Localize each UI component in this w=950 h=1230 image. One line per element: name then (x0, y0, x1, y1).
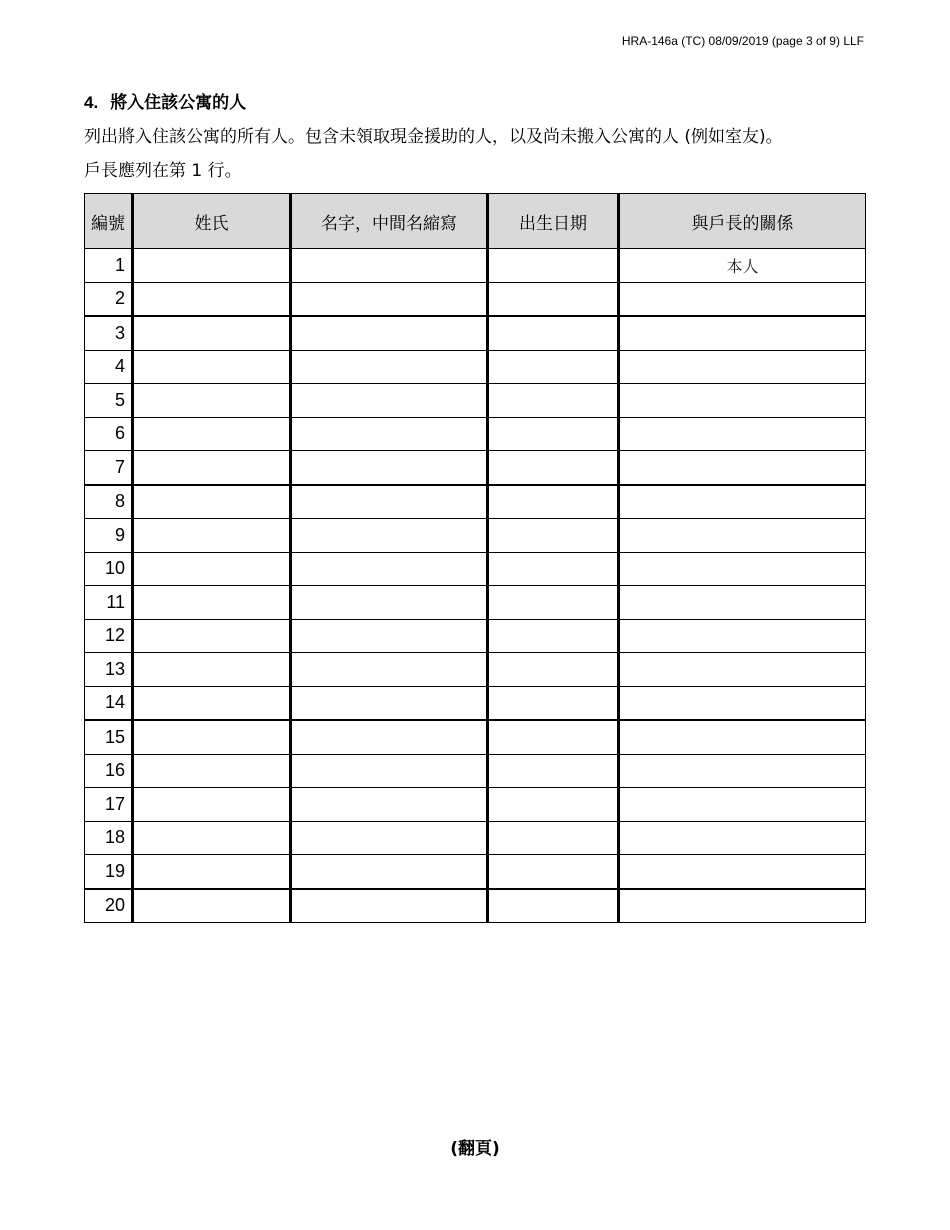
header-number: 編號 (85, 194, 133, 249)
row-number: 14 (85, 686, 133, 720)
row-number: 16 (85, 754, 133, 788)
relationship-cell[interactable] (619, 282, 866, 316)
birth-date-cell[interactable] (488, 282, 619, 316)
table-row (85, 282, 866, 316)
first-name-cell[interactable] (291, 316, 488, 350)
birth-date-cell[interactable] (488, 619, 619, 653)
row-number: 7 (85, 451, 133, 485)
header-last-name: 姓氏 (133, 194, 291, 249)
first-name-cell[interactable] (291, 855, 488, 889)
turn-page-label: (翻頁) (450, 1139, 500, 1159)
birth-date-cell[interactable] (488, 249, 619, 283)
last-name-cell[interactable] (133, 754, 291, 788)
first-name-cell[interactable] (291, 586, 488, 620)
first-name-cell[interactable] (291, 350, 488, 384)
relationship-cell[interactable] (619, 552, 866, 586)
row-number: 18 (85, 821, 133, 855)
relationship-cell[interactable] (619, 519, 866, 553)
section-number: 4. (84, 93, 99, 112)
first-name-cell[interactable] (291, 451, 488, 485)
row-number: 2 (85, 282, 133, 316)
table-row (85, 519, 866, 553)
relationship-cell[interactable] (619, 586, 866, 620)
last-name-cell[interactable] (133, 889, 291, 923)
row-number: 3 (85, 316, 133, 350)
row-number: 1 (85, 249, 133, 283)
last-name-cell[interactable] (133, 855, 291, 889)
relationship-cell[interactable] (619, 619, 866, 653)
table-row (85, 350, 866, 384)
first-name-cell[interactable] (291, 282, 488, 316)
first-name-cell[interactable] (291, 485, 488, 519)
table-row (85, 720, 866, 754)
row-number: 4 (85, 350, 133, 384)
last-name-cell[interactable] (133, 552, 291, 586)
last-name-cell[interactable] (133, 451, 291, 485)
relationship-cell[interactable] (619, 451, 866, 485)
relationship-cell[interactable] (619, 686, 866, 720)
relationship-cell[interactable] (619, 417, 866, 451)
row-number: 17 (85, 788, 133, 822)
birth-date-cell[interactable] (488, 316, 619, 350)
row-number: 6 (85, 417, 133, 451)
relationship-cell[interactable] (619, 788, 866, 822)
birth-date-cell[interactable] (488, 653, 619, 687)
relationship-cell[interactable] (619, 350, 866, 384)
first-name-cell[interactable] (291, 686, 488, 720)
last-name-cell[interactable] (133, 821, 291, 855)
last-name-cell[interactable] (133, 586, 291, 620)
birth-date-cell[interactable] (488, 754, 619, 788)
birth-date-cell[interactable] (488, 855, 619, 889)
first-name-cell[interactable] (291, 720, 488, 754)
relationship-cell[interactable] (619, 384, 866, 418)
table-row (85, 754, 866, 788)
table-row (85, 249, 866, 283)
first-name-cell[interactable] (291, 519, 488, 553)
header-first-name: 名字，中間名縮寫 (291, 194, 488, 249)
birth-date-cell[interactable] (488, 686, 619, 720)
birth-date-cell[interactable] (488, 451, 619, 485)
relationship-cell[interactable] (619, 485, 866, 519)
row-number: 12 (85, 619, 133, 653)
relationship-cell[interactable] (619, 653, 866, 687)
birth-date-cell[interactable] (488, 384, 619, 418)
instructions (84, 120, 874, 188)
instruction-line-2: 戶長應列在第 1 行。 (84, 161, 242, 181)
birth-date-cell[interactable] (488, 519, 619, 553)
header-birth-date: 出生日期 (488, 194, 619, 249)
form-id: HRA-146a (TC) 08/09/2019 (page 3 of 9) LLF (621, 34, 864, 48)
table-row (85, 686, 866, 720)
last-name-cell[interactable] (133, 519, 291, 553)
row-number: 9 (85, 519, 133, 553)
table-row (85, 384, 866, 418)
birth-date-cell[interactable] (488, 788, 619, 822)
header-relationship: 與戶長的關係 (619, 194, 866, 249)
table-row (85, 889, 866, 923)
last-name-cell[interactable] (133, 282, 291, 316)
first-name-cell[interactable] (291, 552, 488, 586)
relationship-cell[interactable] (619, 855, 866, 889)
first-name-cell[interactable] (291, 417, 488, 451)
first-name-cell[interactable] (291, 889, 488, 923)
table-row (85, 316, 866, 350)
row-number: 15 (85, 720, 133, 754)
table-row (85, 417, 866, 451)
first-name-cell[interactable] (291, 619, 488, 653)
row-number: 10 (85, 552, 133, 586)
table-row (85, 586, 866, 620)
birth-date-cell[interactable] (488, 350, 619, 384)
row-number: 11 (85, 586, 133, 620)
relationship-cell[interactable] (619, 316, 866, 350)
last-name-cell[interactable] (133, 686, 291, 720)
birth-date-cell[interactable] (488, 720, 619, 754)
household-members-table (84, 193, 866, 923)
birth-date-cell[interactable] (488, 586, 619, 620)
last-name-cell[interactable] (133, 417, 291, 451)
birth-date-cell[interactable] (488, 821, 619, 855)
first-name-cell[interactable] (291, 384, 488, 418)
relationship-cell[interactable] (619, 754, 866, 788)
row-number: 8 (85, 485, 133, 519)
relationship-cell[interactable] (619, 720, 866, 754)
last-name-cell[interactable] (133, 350, 291, 384)
first-name-cell[interactable] (291, 754, 488, 788)
row-number: 19 (85, 855, 133, 889)
row-number: 20 (85, 889, 133, 923)
table-row (85, 619, 866, 653)
table-row (85, 451, 866, 485)
row-number: 5 (85, 384, 133, 418)
section-title: 將入住該公寓的人 (110, 93, 247, 113)
table-row (85, 821, 866, 855)
last-name-cell[interactable] (133, 619, 291, 653)
table-row (85, 653, 866, 687)
birth-date-cell[interactable] (488, 889, 619, 923)
birth-date-cell[interactable] (488, 417, 619, 451)
last-name-cell[interactable] (133, 384, 291, 418)
table-row (85, 788, 866, 822)
instruction-line-1: 列出將入住該公寓的所有人。包含未領取現金援助的人，以及尚未搬入公寓的人 (例如室友)。 (84, 127, 783, 147)
last-name-cell[interactable] (133, 249, 291, 283)
last-name-cell[interactable] (133, 316, 291, 350)
first-name-cell[interactable] (291, 788, 488, 822)
relationship-cell[interactable] (619, 821, 866, 855)
row-number: 13 (85, 653, 133, 687)
birth-date-cell[interactable] (488, 552, 619, 586)
last-name-cell[interactable] (133, 720, 291, 754)
table-header-row (85, 194, 866, 249)
birth-date-cell[interactable] (488, 485, 619, 519)
table-row (85, 552, 866, 586)
section-heading (84, 88, 246, 113)
first-name-cell[interactable] (291, 249, 488, 283)
table-row (85, 485, 866, 519)
last-name-cell[interactable] (133, 485, 291, 519)
table-row (85, 855, 866, 889)
first-name-cell[interactable] (291, 653, 488, 687)
last-name-cell[interactable] (133, 788, 291, 822)
relationship-cell[interactable] (619, 889, 866, 923)
relationship-cell[interactable]: 本人 (619, 249, 866, 283)
first-name-cell[interactable] (291, 821, 488, 855)
last-name-cell[interactable] (133, 653, 291, 687)
